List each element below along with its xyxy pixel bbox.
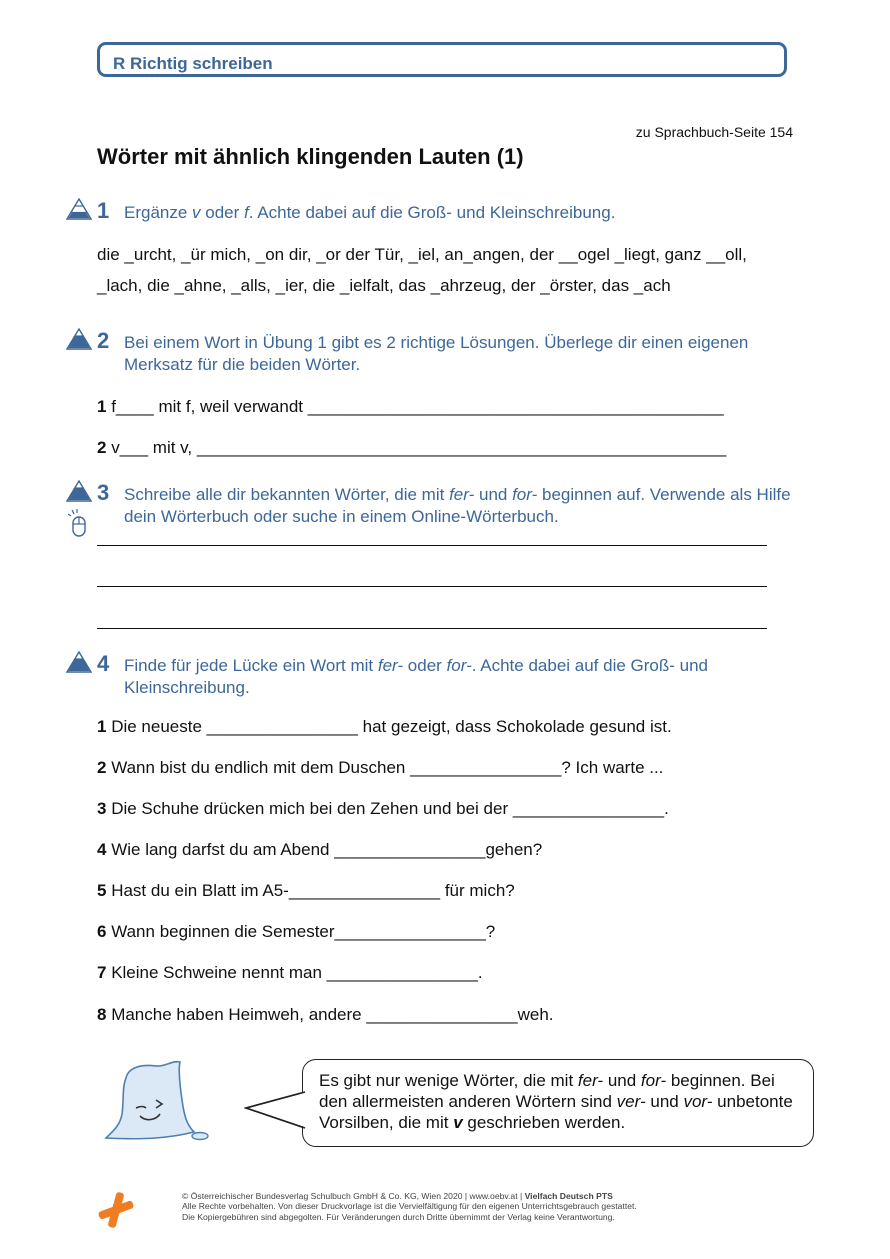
- tip-speech-bubble: [302, 1059, 814, 1147]
- exercise-1-text-line: _lach, die _ahne, _alls, _ier, die _ielfalt, das _ahrzeug, der _örster, das _ach: [97, 276, 671, 295]
- publisher-logo-icon: [96, 1190, 136, 1230]
- speech-bubble-tail-outline: [244, 1088, 308, 1132]
- page-title: Wörter mit ähnlich klingenden Lauten (1): [97, 144, 524, 169]
- exercise-2-item: 1 f____ mit f, weil verwandt ____________________________________________: [97, 397, 724, 416]
- answer-line: [97, 586, 767, 587]
- tip-text: Es gibt nur wenige Wörter, die mit fer- und for- beginnen. Bei den allermeisten anderen Wörtern sind ver- und vor- unbetonte Vorsilben, die mit v geschrieben werden.: [319, 1071, 793, 1132]
- difficulty-pyramid-icon: [66, 480, 92, 502]
- footer-line: © Österreichischer Bundesverlag Schulbuch GmbH & Co. KG, Wien 2020 | www.oebv.at | Vielfach Deutsch PTS: [182, 1191, 613, 1201]
- exercise-1-instruction: Ergänze v oder f. Achte dabei auf die Groß- und Kleinschreibung.: [124, 203, 616, 222]
- exercise-4-item: 3 Die Schuhe drücken mich bei den Zehen und bei der ________________.: [97, 799, 669, 818]
- exercise-2-item: 2 v___ mit v, ________________________________________________________: [97, 438, 727, 457]
- exercise-number: 4: [97, 651, 110, 676]
- exercise-1-text-line: die _urcht, _ür mich, _on dir, _or der Tür, _iel, an_angen, der __ogel _liegt, ganz __oll,: [97, 245, 747, 264]
- page-reference: zu Sprachbuch-Seite 154: [635, 124, 793, 140]
- section-header-box: [97, 42, 787, 77]
- exercise-4-item: 7 Kleine Schweine nennt man ________________.: [97, 963, 483, 982]
- exercise-4-item: 6 Wann beginnen die Semester________________?: [97, 922, 496, 941]
- exercise-4-item: 1 Die neueste ________________ hat gezeigt, dass Schokolade gesund ist.: [97, 717, 672, 736]
- exercise-4-instruction: Finde für jede Lücke ein Wort mit fer- oder for-. Achte dabei auf die Groß- und Kleinschreibung.: [124, 656, 709, 697]
- exercise-2-instruction: Bei einem Wort in Übung 1 gibt es 2 richtige Lösungen. Überlege dir einen eigenen Merksatz für die beiden Wörter.: [124, 333, 749, 374]
- difficulty-pyramid-icon: [66, 651, 92, 673]
- difficulty-pyramid-icon: [66, 328, 92, 350]
- computer-mouse-icon: [68, 508, 90, 538]
- footer-line: Die Kopiergebühren sind abgegolten. Für Veränderungen durch Dritte übernimmt der Verlag keine Verantwortung.: [182, 1211, 615, 1222]
- exercise-number: 2: [97, 328, 110, 353]
- section-header-label: R Richtig schreiben: [113, 54, 273, 73]
- answer-line: [97, 545, 767, 546]
- footer-line: Alle Rechte vorbehalten. Von dieser Druckvorlage ist die Vervielfältigung für den eigenen Unterrichtsgebrauch gestattet.: [182, 1201, 637, 1212]
- mascot-illustration: [100, 1056, 216, 1146]
- exercise-3-instruction: Schreibe alle dir bekannten Wörter, die mit fer- und for- beginnen auf. Verwende als Hilfe dein Wörterbuch oder suche in einem Online-Wörterbuch.: [124, 485, 791, 526]
- exercise-4-item: 2 Wann bist du endlich mit dem Duschen ________________? Ich warte ...: [97, 758, 664, 777]
- difficulty-pyramid-icon: [66, 198, 92, 220]
- copyright-footer: [182, 1191, 637, 1222]
- answer-line: [97, 628, 767, 629]
- exercise-4-item: 5 Hast du ein Blatt im A5-________________ für mich?: [97, 881, 515, 900]
- exercise-4-item: 8 Manche haben Heimweh, andere ________________weh.: [97, 1005, 554, 1024]
- exercise-number: 3: [97, 480, 110, 505]
- exercise-number: 1: [97, 198, 110, 223]
- exercise-4-item: 4 Wie lang darfst du am Abend ________________gehen?: [97, 840, 543, 859]
